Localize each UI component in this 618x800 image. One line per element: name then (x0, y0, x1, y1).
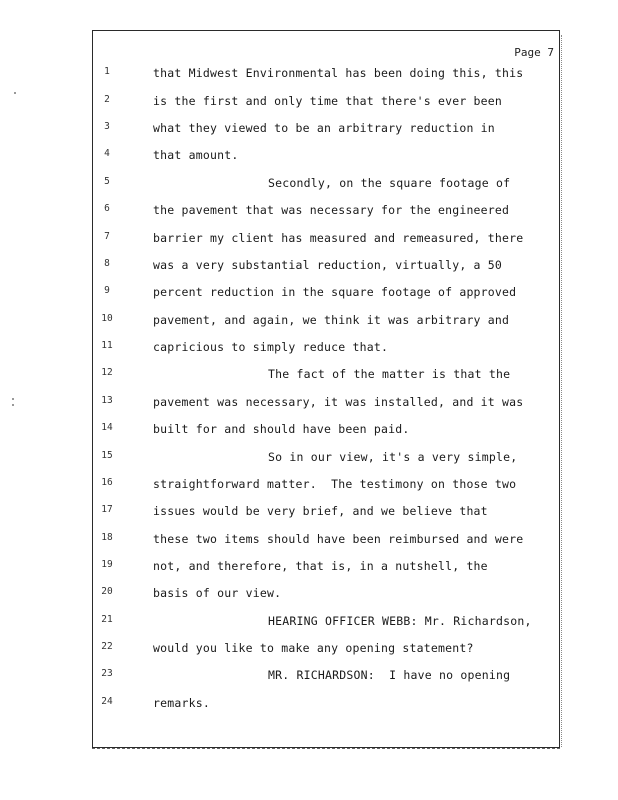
line-number: 23 (101, 668, 113, 679)
scan-speck (12, 404, 14, 406)
line-number: 10 (101, 313, 113, 324)
line-number: 1 (104, 66, 110, 77)
transcript-line: straightforward matter. The testimony on those two (153, 477, 517, 491)
line-number: 20 (101, 586, 113, 597)
transcript-line: that amount. (153, 148, 239, 162)
line-number: 5 (104, 176, 110, 187)
transcript-line: not, and therefore, that is, in a nutshell, the (153, 559, 488, 573)
line-number: 21 (101, 614, 113, 625)
transcript-line: remarks. (153, 696, 210, 710)
line-number: 17 (101, 504, 113, 515)
line-number: 7 (104, 231, 110, 242)
transcript-line: these two items should have been reimbursed and were (153, 532, 524, 546)
line-number: 14 (101, 422, 113, 433)
line-number: 6 (104, 203, 110, 214)
line-number: 8 (104, 258, 110, 269)
transcript-line: issues would be very brief, and we believe that (153, 504, 488, 518)
transcript-line: is the first and only time that there's ever been (153, 94, 503, 108)
line-number: 13 (101, 395, 113, 406)
line-number: 15 (101, 450, 113, 461)
transcript-line: HEARING OFFICER WEBB: Mr. Richardson, (268, 614, 532, 628)
line-number: 11 (101, 340, 113, 351)
scan-speck (14, 92, 16, 94)
transcript-line: the pavement that was necessary for the engineered (153, 203, 510, 217)
line-number: 18 (101, 532, 113, 543)
transcript-line: pavement, and again, we think it was arbitrary and (153, 313, 510, 327)
transcript-line: barrier my client has measured and remeasured, there (153, 231, 524, 245)
transcript-line: basis of our view. (153, 586, 282, 600)
line-number: 9 (104, 285, 110, 296)
line-number: 19 (101, 559, 113, 570)
bottom-rule (92, 748, 560, 749)
line-number: 4 (104, 148, 110, 159)
line-number: 16 (101, 477, 113, 488)
transcript-line: Secondly, on the square footage of (268, 176, 511, 190)
line-number: 3 (104, 121, 110, 132)
line-number: 12 (101, 367, 113, 378)
transcript-line: capricious to simply reduce that. (153, 340, 389, 354)
transcript-line: what they viewed to be an arbitrary reduction in (153, 121, 495, 135)
scan-speck (12, 398, 14, 400)
line-number: 2 (104, 94, 110, 105)
transcript-line: that Midwest Environmental has been doing this, this (153, 66, 524, 80)
transcript-line: built for and should have been paid. (153, 422, 410, 436)
transcript-line: So in our view, it's a very simple, (268, 450, 518, 464)
transcript-line: would you like to make any opening statement? (153, 641, 474, 655)
line-number: 22 (101, 641, 113, 652)
line-number: 24 (101, 696, 113, 707)
transcript-line: pavement was necessary, it was installed, and it was (153, 395, 524, 409)
transcript-line: The fact of the matter is that the (268, 367, 511, 381)
transcript-line: was a very substantial reduction, virtually, a 50 (153, 258, 503, 272)
transcript-line: MR. RICHARDSON: I have no opening (268, 668, 511, 682)
page-number: Page 7 (514, 46, 554, 59)
transcript-line: percent reduction in the square footage of approved (153, 285, 517, 299)
